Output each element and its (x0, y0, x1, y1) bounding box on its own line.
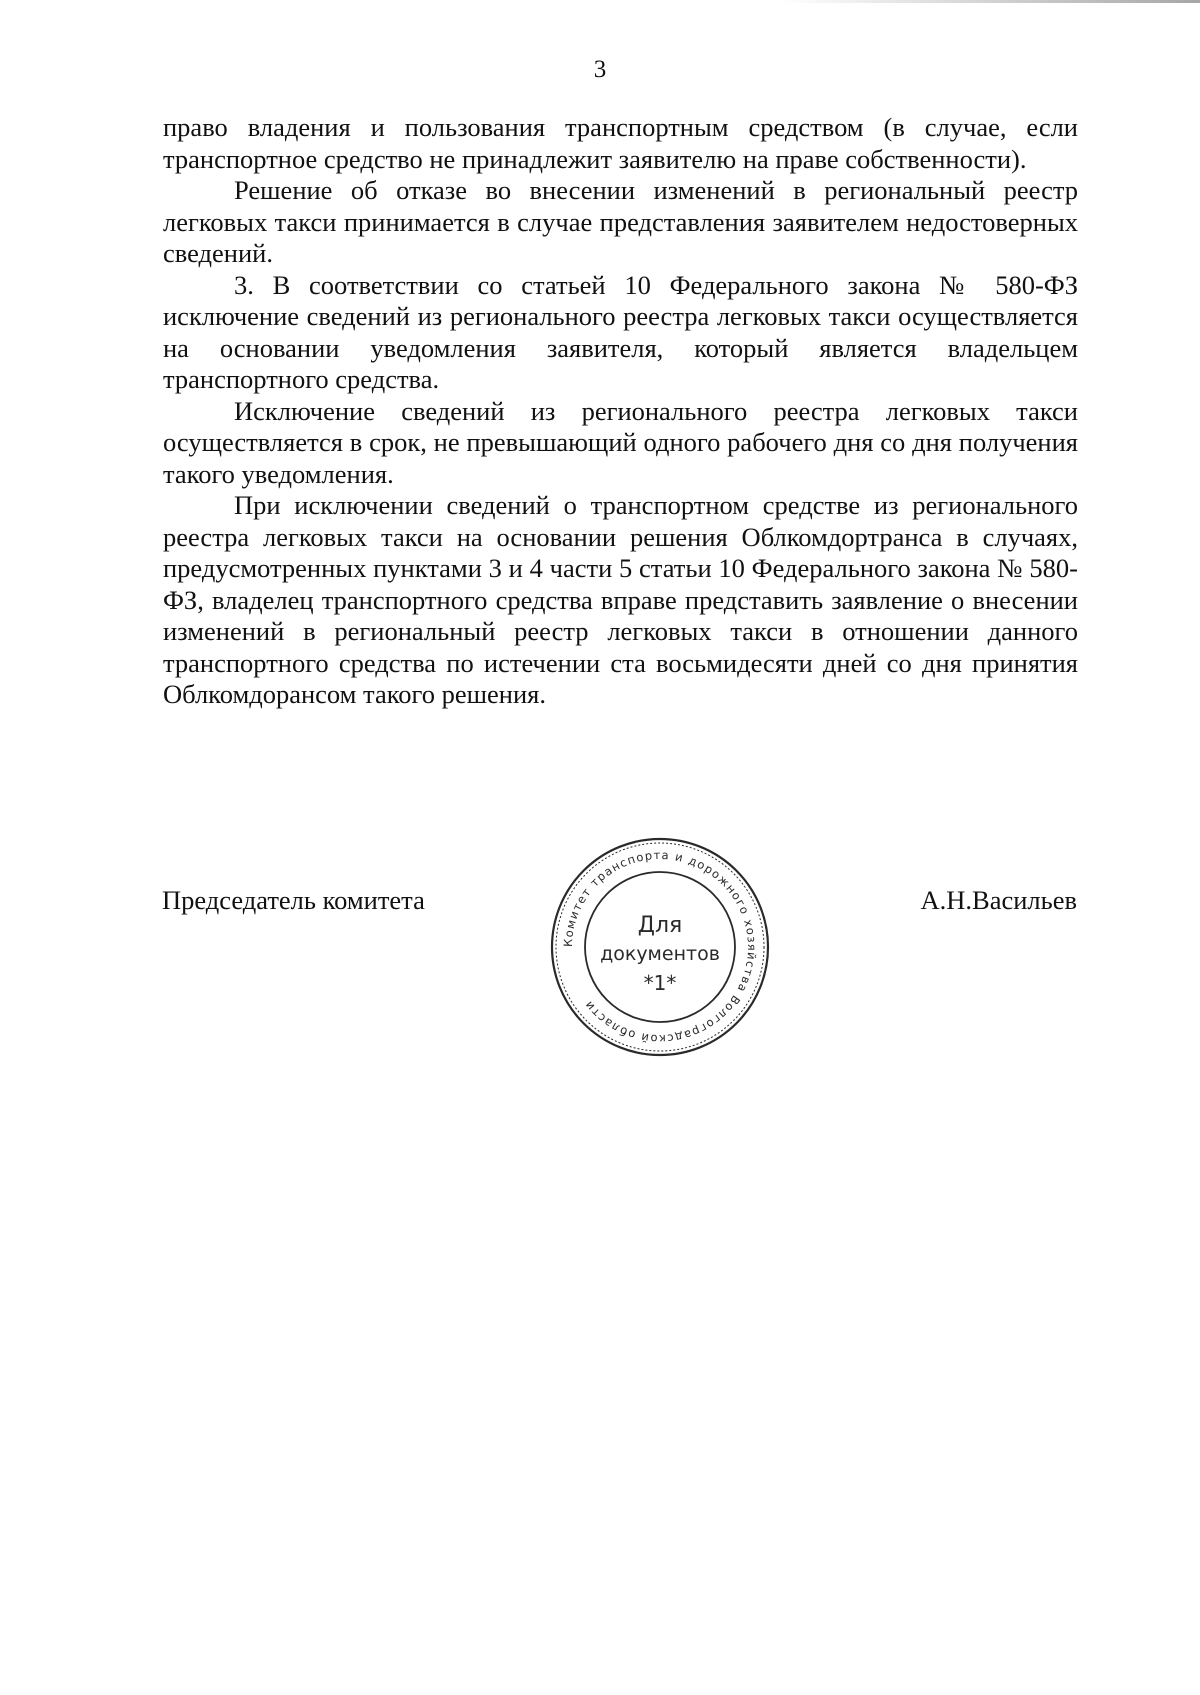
paragraph-refusal-decision: Решение об отказе во внесении изменений в региональный реестр легковых такси принимается в случае представления заявителем недостоверных сведений. (163, 175, 1078, 268)
seal-line-3: *1* (643, 971, 677, 995)
document-body (163, 112, 1078, 711)
signature-title: Председатель комитета (162, 885, 425, 915)
page-number: 3 (593, 56, 607, 83)
paragraph-continuation: право владения и пользования транспортным средством (в случае, если транспортное средство не принадлежит заявителю на праве собственности). (163, 112, 1078, 174)
paragraph-exclusion-term: Исключение сведений из регионального реестра легковых такси осуществляется в срок, не превышающий одного рабочего дня со дня получения такого уведомления. (163, 395, 1078, 489)
seal-ring-text: Комитет транспорта и дорожного хозяйства Волгоградской области (560, 847, 760, 1047)
paragraph-exclusion-by-decision: При исключении сведений о транспортном средстве из регионального реестра легковых такси на основании решения Облкомдортранса в случаях, предусмотренных пунктами 3 и 4 части 5 статьи 10 Федерального закона № 580-ФЗ, владелец транспортного средства вправе представить заявление о внесении изменений в региональный реестр легковых такси в отношении данного транспортного средства по истечении ста восьмидесяти дней со дня принятия Облкомдорансом такого решения. (163, 490, 1078, 709)
seal-line-2: документов (600, 943, 720, 965)
paragraph-item-3: 3. В соответствии со статьей 10 Федерального закона № 580-ФЗ исключение сведений из регионального реестра легковых такси осуществляется на основании уведомления заявителя, который является владельцем транспортного средства. (163, 269, 1078, 394)
signature-name: А.Н.Васильев (920, 885, 1077, 915)
seal-line-1: Для (637, 913, 683, 938)
scan-edge (780, 0, 1200, 3)
official-seal (545, 832, 775, 1062)
